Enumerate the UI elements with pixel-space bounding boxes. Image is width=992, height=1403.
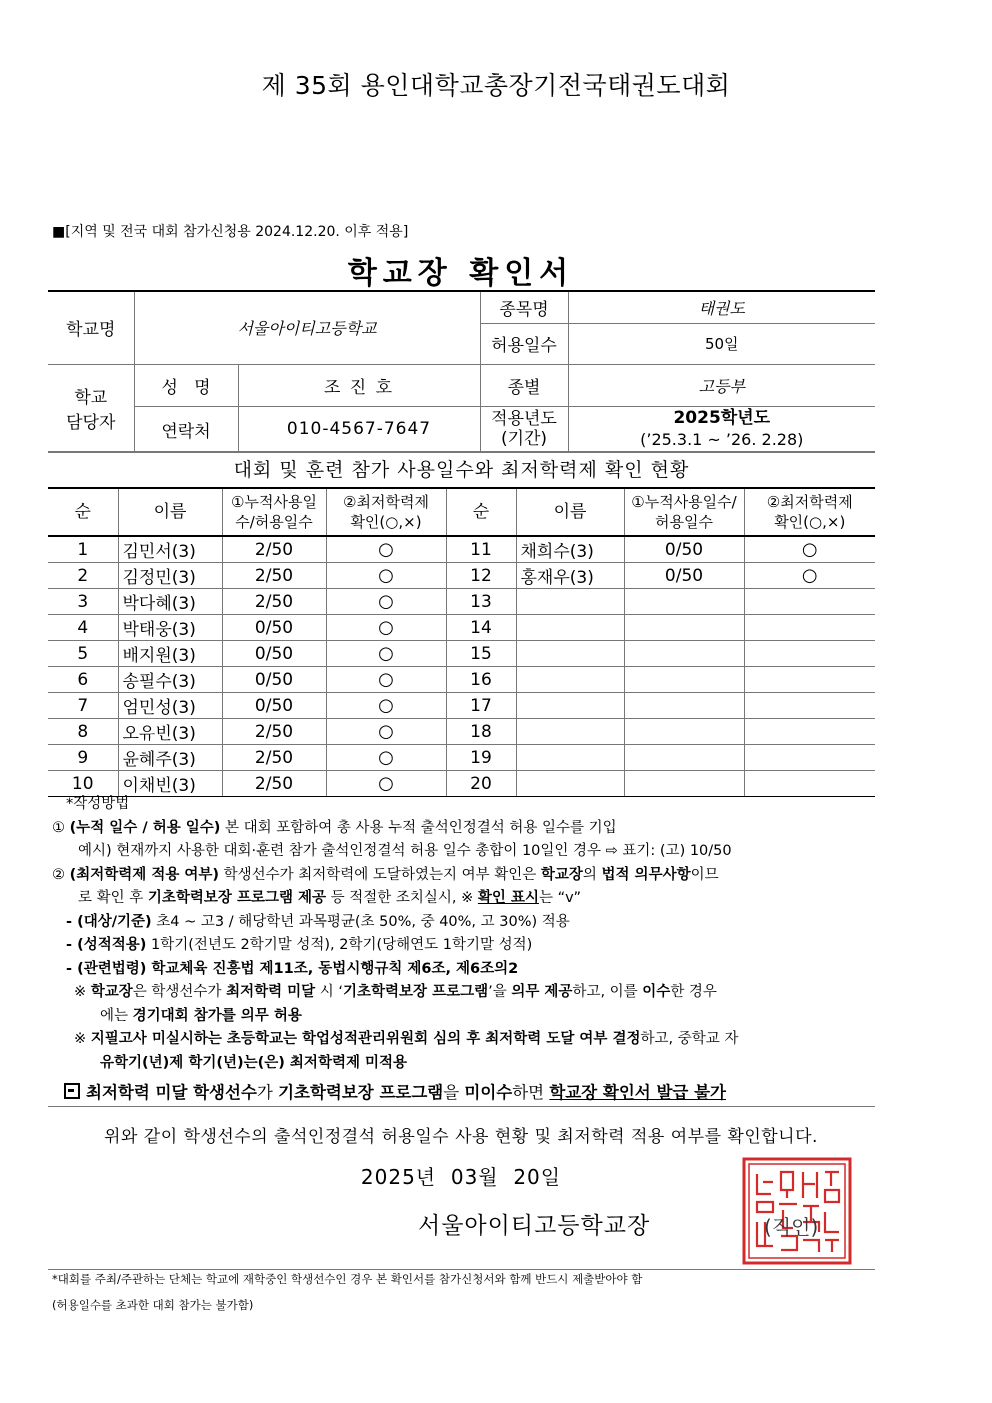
used-days-right: 0/50 — [624, 563, 744, 589]
detail-grades-label: - (성적적용) — [66, 937, 147, 953]
row-number: 10 — [48, 771, 118, 797]
student-name: 오유빈(3) — [118, 719, 222, 745]
row-number-right: 17 — [446, 693, 516, 719]
student-name-right — [516, 745, 624, 771]
remark-1-a: ※ — [74, 984, 91, 1000]
remark-1-b: 학교장 — [90, 984, 133, 1000]
student-name: 김민서(3) — [118, 536, 222, 563]
note-2-program: 기초학력보장 프로그램 제공 — [147, 890, 327, 906]
used-days: 2/50 — [222, 719, 326, 745]
student-name: 이채빈(3) — [118, 771, 222, 797]
remark-1-e: 시 ‘ — [315, 984, 343, 1000]
used-days: 0/50 — [222, 615, 326, 641]
note-2-line2-a: 로 확인 후 — [78, 890, 148, 906]
division-value: 고등부 — [568, 364, 875, 406]
header-name: 이름 — [118, 488, 222, 536]
detail-grades — [52, 934, 882, 958]
note-1-text: 본 대회 포함하여 총 사용 누적 출석인정결석 허용 일수를 기입 — [220, 819, 617, 836]
remark-1-i: 하고, 이를 — [572, 984, 643, 1000]
header-min-line2: 확인(○,×) — [350, 513, 422, 531]
min-achievement-check-right — [744, 693, 875, 719]
detail-law-text: 학교체육 진흥법 제11조, 동법시행규칙 제6조, 제6조의2 — [146, 960, 519, 977]
detail-law-label: - (관련법령) — [66, 960, 147, 977]
period: (’25.3.1 ~ ’26. 2.28) — [640, 430, 804, 449]
remark-1-j: 이수 — [642, 984, 671, 1000]
table-row — [48, 536, 875, 563]
student-name-right — [516, 615, 624, 641]
issue-date: 2025년 03월 20일 — [360, 1165, 562, 1189]
student-name: 박다혜(3) — [118, 589, 222, 615]
contact-phone: 010-4567-7647 — [238, 406, 480, 452]
header-name-right: 이름 — [516, 488, 624, 536]
header-min-right — [744, 488, 875, 536]
remark-2-a: ※ — [74, 1031, 91, 1047]
row-number: 4 — [48, 615, 118, 641]
table-row — [48, 693, 875, 719]
remark-2-d: 하고, 중학교 자 — [640, 1031, 739, 1047]
used-days: 2/50 — [222, 563, 326, 589]
row-number-right: 14 — [446, 615, 516, 641]
instructions — [52, 793, 882, 1105]
note-1-marker: ① — [52, 819, 65, 836]
student-name-right: 홍재우(3) — [516, 563, 624, 589]
year-label — [480, 406, 568, 452]
note-2 — [52, 864, 882, 888]
min-achievement-check-right — [744, 667, 875, 693]
header-days-line2: 수/허용일수 — [235, 513, 313, 531]
used-days-right — [624, 667, 744, 693]
used-days: 2/50 — [222, 771, 326, 797]
row-number: 3 — [48, 589, 118, 615]
allowed-days-value: 50일 — [568, 323, 875, 364]
roster-header-row — [48, 488, 875, 536]
min-achievement-check: ○ — [326, 563, 446, 589]
student-name-right — [516, 641, 624, 667]
detail-target-label: - (대상/기준) — [66, 913, 152, 930]
note-1-term: (누적 일수 / 허용 일수) — [69, 819, 221, 836]
min-achievement-check: ○ — [326, 719, 446, 745]
divider-2 — [48, 1269, 875, 1270]
used-days: 2/50 — [222, 745, 326, 771]
note-2-line2 — [52, 887, 882, 911]
row-number-right: 15 — [446, 641, 516, 667]
remark-2-b: 지필고사 미실시 — [90, 1031, 194, 1047]
header-days-right-line2: 허용일수 — [655, 513, 713, 531]
remark-2 — [52, 1028, 882, 1052]
note-1-example: 예시) 현재까지 사용한 대회·훈련 참가 출석인정결석 허용 일수 총합이 10일인 경우 ⇨ 표기: (고) 10/50 — [78, 843, 732, 859]
used-days-right — [624, 615, 744, 641]
min-achievement-check-right: ○ — [744, 536, 875, 563]
warn-c: 기초학력보장 프로그램 — [278, 1083, 444, 1102]
row-number-right: 11 — [446, 536, 516, 563]
used-days: 0/50 — [222, 667, 326, 693]
min-achievement-check-right — [744, 745, 875, 771]
min-achievement-check-right — [744, 615, 875, 641]
warn-e: 미이수 — [464, 1083, 513, 1102]
allowed-days-label: 허용일수 — [480, 323, 568, 364]
remark-1-h: 의무 제공 — [511, 984, 573, 1000]
arrow-box-icon — [64, 1083, 80, 1099]
sport-value: 태권도 — [568, 291, 875, 323]
note-2-text-e: 이므 — [690, 866, 719, 883]
header-min — [326, 488, 446, 536]
min-achievement-check-right — [744, 719, 875, 745]
row-number-right: 12 — [446, 563, 516, 589]
footer-note-1: *대회를 주최/주관하는 단체는 학교에 재학중인 학생선수인 경우 본 확인서를 참가신청서와 함께 반드시 제출받아야 함 — [52, 1272, 643, 1286]
table-row — [48, 615, 875, 641]
row-number: 8 — [48, 719, 118, 745]
min-achievement-check: ○ — [326, 641, 446, 667]
warn-b: 가 — [256, 1083, 279, 1102]
student-name-right — [516, 693, 624, 719]
table-row — [48, 563, 875, 589]
header-min-right-line1: ②최저학력제 — [766, 493, 853, 511]
header-no: 순 — [48, 488, 118, 536]
warn-a: 최저학력 미달 학생선수 — [86, 1083, 257, 1102]
detail-law — [52, 958, 882, 982]
header-min-right-line2: 확인(○,×) — [774, 513, 846, 531]
min-achievement-check: ○ — [326, 589, 446, 615]
used-days-right: 0/50 — [624, 536, 744, 563]
contact-label-line1: 학교 — [74, 388, 108, 408]
note-2-text-c: 의 — [582, 866, 602, 883]
min-achievement-check-right — [744, 589, 875, 615]
phone-label: 연락처 — [134, 406, 238, 452]
detail-grades-text: 1학기(전년도 2학기말 성적), 2학기(당해연도 1학기말 성적) — [146, 937, 533, 953]
note-2-text-a: 학생선수가 최저학력에 도달하였는지 여부 확인은 — [219, 866, 541, 883]
contact-label-line2: 담당자 — [66, 413, 116, 433]
used-days-right — [624, 589, 744, 615]
row-number-right: 19 — [446, 745, 516, 771]
student-name-right — [516, 589, 624, 615]
school-label: 학교명 — [48, 291, 134, 364]
used-days-right — [624, 745, 744, 771]
min-achievement-check-right — [744, 641, 875, 667]
year-label-line1: 적용년도 — [491, 409, 557, 429]
year-label-line2: (기간) — [500, 429, 548, 449]
remark-1-d: 최저학력 미달 — [226, 984, 316, 1000]
row-number: 1 — [48, 536, 118, 563]
used-days: 0/50 — [222, 641, 326, 667]
instructions-heading: *작성방법 — [66, 796, 130, 812]
min-achievement-check: ○ — [326, 745, 446, 771]
note-2-check-mark: 확인 표시 — [477, 890, 539, 906]
roster-table — [48, 487, 875, 797]
min-achievement-check: ○ — [326, 771, 446, 797]
header-days-right-line1: ①누적사용일수/ — [631, 493, 737, 511]
min-achievement-check: ○ — [326, 693, 446, 719]
table-row — [48, 745, 875, 771]
header-days — [222, 488, 326, 536]
division-label: 종별 — [480, 364, 568, 406]
divider-1 — [48, 1106, 875, 1107]
min-achievement-check: ○ — [326, 615, 446, 641]
student-name: 송필수(3) — [118, 667, 222, 693]
student-name: 박태웅(3) — [118, 615, 222, 641]
remark-1-c: 은 학생선수가 — [132, 984, 227, 1000]
student-name: 윤혜주(3) — [118, 745, 222, 771]
table-row — [48, 667, 875, 693]
remark-1-k: 한 경우 — [670, 984, 717, 1000]
row-number-right: 13 — [446, 589, 516, 615]
student-name: 김정민(3) — [118, 563, 222, 589]
warn-f: 하면 — [512, 1083, 550, 1102]
remark-2-c: 하는 초등학교는 학업성적관리위원회 심의 후 최저학력 도달 여부 결정 — [193, 1031, 641, 1047]
note-2-principal: 학교장 — [540, 866, 583, 883]
detail-target-text: 초4 ~ 고3 / 해당학년 과목평균(초 50%, 중 40%, 고 30%) 적용 — [151, 913, 570, 930]
used-days: 0/50 — [222, 693, 326, 719]
note-2-line2-c: 는 “v” — [539, 890, 581, 906]
note-1 — [52, 817, 882, 841]
footer-note-2: (허용일수를 초과한 대회 참가는 불가함) — [52, 1298, 254, 1312]
contact-name: 조 진 호 — [238, 364, 480, 406]
contact-label — [48, 364, 134, 452]
used-days-right — [624, 719, 744, 745]
note-2-line2-b: 등 적절한 조치실시, ※ — [326, 890, 478, 906]
header-days-line1: ①누적사용일 — [231, 493, 317, 511]
school-info-table — [48, 290, 875, 453]
remark-1-line2 — [52, 1005, 882, 1029]
principal-name: 서울아이티고등학교장 — [418, 1213, 651, 1239]
used-days-right — [624, 693, 744, 719]
header-days-right — [624, 488, 744, 536]
header-no-right: 순 — [446, 488, 516, 536]
section-title: 대회 및 훈련 참가 사용일수와 최저학력제 확인 현황 — [48, 451, 875, 488]
min-achievement-check-right: ○ — [744, 563, 875, 589]
remark-1-line2-a: 에는 — [100, 1007, 133, 1024]
row-number: 6 — [48, 667, 118, 693]
min-achievement-check: ○ — [326, 536, 446, 563]
warn-g: 학교장 확인서 발급 불가 — [549, 1083, 726, 1102]
event-title: 제 35회 용인대학교총장기전국태권도대회 — [261, 71, 731, 100]
min-achievement-check: ○ — [326, 667, 446, 693]
student-name-right — [516, 719, 624, 745]
used-days: 2/50 — [222, 536, 326, 563]
seal-label: (직인) — [764, 1215, 819, 1239]
confirmation-text: 위와 같이 학생선수의 출석인정결석 허용일수 사용 현황 및 최저학력 적용 여부를 확인합니다. — [104, 1127, 818, 1147]
table-row — [48, 719, 875, 745]
remark-1-g: ’을 — [488, 984, 512, 1000]
remark-2-line2-text: 유학기(년)제 학기(년)는(은) 최저학력제 미적용 — [100, 1054, 408, 1071]
name-label: 성 명 — [134, 364, 238, 406]
row-number-right: 18 — [446, 719, 516, 745]
school-year: 2025학년도 — [673, 408, 771, 428]
school-name: 서울아이티고등학교 — [134, 291, 480, 364]
warning-line — [52, 1081, 882, 1105]
student-name-right — [516, 667, 624, 693]
student-name-right: 채희수(3) — [516, 536, 624, 563]
remark-1-f: 기초학력보장 프로그램 — [343, 984, 489, 1000]
note-2-marker: ② — [52, 866, 65, 883]
remark-1-line2-b: 경기대회 참가를 의무 허용 — [132, 1007, 302, 1024]
row-number-right: 20 — [446, 771, 516, 797]
row-number: 9 — [48, 745, 118, 771]
detail-target — [52, 911, 882, 935]
row-number: 5 — [48, 641, 118, 667]
sport-label: 종목명 — [480, 291, 568, 323]
document-title: 학교장 확인서 — [347, 256, 575, 291]
header-min-line1: ②최저학력제 — [343, 493, 429, 511]
note-2-legal-duty: 법적 의무사항 — [601, 866, 691, 883]
used-days: 2/50 — [222, 589, 326, 615]
remark-2-line2 — [52, 1052, 882, 1076]
remark-1 — [52, 981, 882, 1005]
used-days-right — [624, 641, 744, 667]
row-number-right: 16 — [446, 667, 516, 693]
notice-line: ■[지역 및 전국 대회 참가신청용 2024.12.20. 이후 적용] — [52, 224, 409, 240]
student-name: 배지원(3) — [118, 641, 222, 667]
year-value — [568, 406, 875, 452]
row-number: 7 — [48, 693, 118, 719]
row-number: 2 — [48, 563, 118, 589]
table-row — [48, 589, 875, 615]
table-row — [48, 641, 875, 667]
note-2-term: (최저학력제 적용 여부) — [69, 866, 220, 883]
warn-d: 을 — [443, 1083, 465, 1102]
student-name: 엄민성(3) — [118, 693, 222, 719]
